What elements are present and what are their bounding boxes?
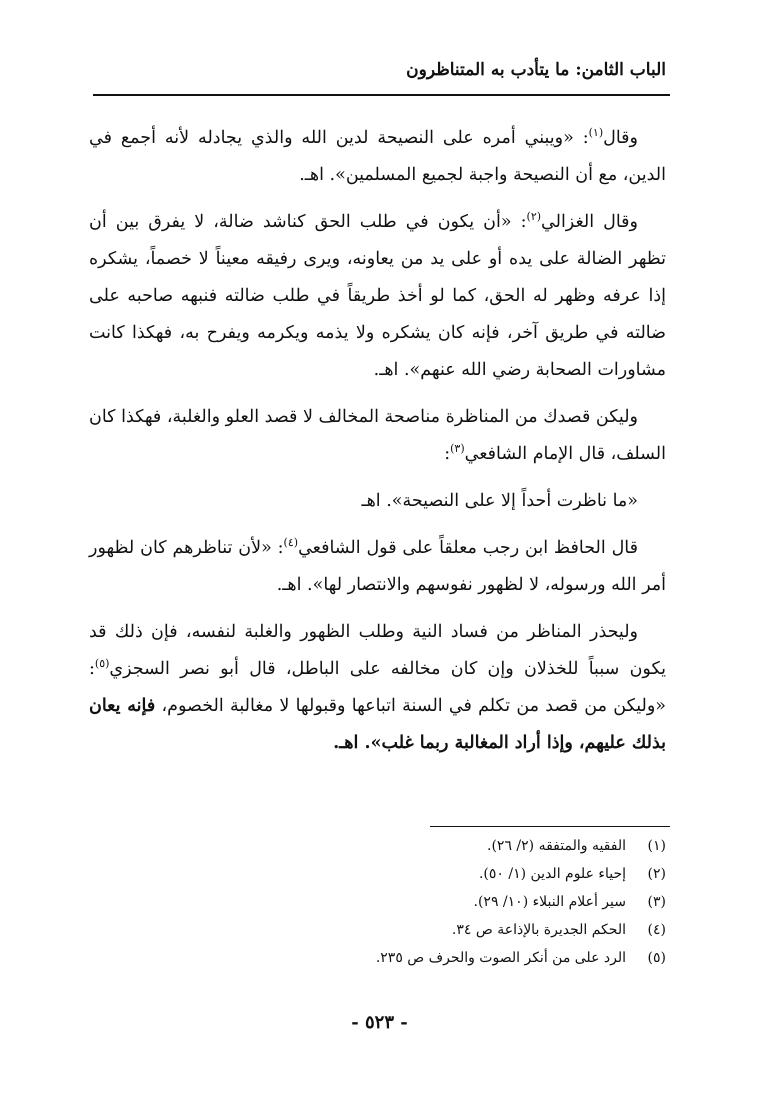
paragraph-2: وقال الغزالي$^{(٢)}$: «أن يكون في طلب الحق كناشد ضالة، لا يفرق بين أن تظهر الضالة على يده أو على يد من يعاونه، ويرى رفيقه معيناً لا خصماً، يشكره إذا عرفه وظهر له الحق، كما لو أخذ طريقاً في طلب ضالته فنبهه صاحبه على ضالته في طريق آخر، فإنه كان يشكره ولا يذمه ويكرمه ويفرح به، فهكذا كانت مشاورات الصحابة رضي الله عنهم». اهـ.: [89, 210, 666, 380]
paragraph-1: وقال$^{(١)}$: «ويبني أمره على النصيحة لدين الله والذي يجادله لأنه أجمع في الدين، مع أن النصيحة واجبة لجميع المسلمين». اهـ.: [89, 126, 666, 185]
paragraph-6: وليحذر المناظر من فساد النية وطلب الظهور والغلبة لنفسه، فإن ذلك قد يكون سبباً للخذلان وإن كان مخالفه على الباطل، قال أبو نصر السجزي$^{(٥)}$: «وليكن من قصد من تكلم في السنة اتباعها وقبولها لا مغالبة الخصوم، فإنه يعان بذلك عليهم، وإذا أراد المغالبة ربما غلب». اهـ.: [89, 622, 667, 753]
footnote-ref-1: (١): [588, 126, 604, 140]
paragraph-5: قال الحافظ ابن رجب معلقاً على قول الشافعي$^{(٤)}$: «لأن تناظرهم كان لظهور أمر الله ورسوله، لا لظهور نفوسهم والانتصار لها». اهـ.: [89, 536, 666, 595]
page-number: - ٥٢٣ -: [351, 1012, 408, 1033]
header-rule: [93, 94, 670, 96]
bold-quote-ending: فإنه يعان بذلك عليهم، وإذا أراد المغالبة ربما غلب». اهـ.: [89, 696, 666, 753]
footnote-item: (٣) سير أعلام النبلاء (١٠/ ٢٩).: [473, 894, 666, 910]
footnote-ref-2: (٢): [526, 210, 542, 224]
body-text: [89, 120, 666, 772]
running-head: الباب الثامن: ما يتأدب به المتناظرون: [406, 60, 666, 80]
quote-shafii: «ما ناظرت أحداً إلا على النصيحة». اهـ: [361, 491, 638, 511]
footnote-ref-3: (٣): [450, 442, 465, 456]
footnote-item: (٢) إحياء علوم الدين (١/ ٥٠).: [478, 866, 666, 882]
footnote-rule: [430, 826, 670, 827]
footnote-ref-4: (٤): [283, 536, 299, 550]
footnote-item: (١) الفقيه والمتفقه (٢/ ٢٦).: [487, 838, 666, 854]
paragraph-3: وليكن قصدك من المناظرة مناصحة المخالف لا قصد العلو والغلبة، فهكذا كان السلف، قال الإمام الشافعي$^{(٣)}$:: [89, 407, 666, 464]
footnotes: [89, 832, 666, 972]
footnote-item: (٥) الرد على من أنكر الصوت والحرف ص ٢٣٥.: [375, 950, 666, 966]
footnote-ref-5: (٥): [94, 657, 110, 671]
footnote-item: (٤) الحكم الجديرة بالإذاعة ص ٣٤.: [451, 922, 666, 938]
